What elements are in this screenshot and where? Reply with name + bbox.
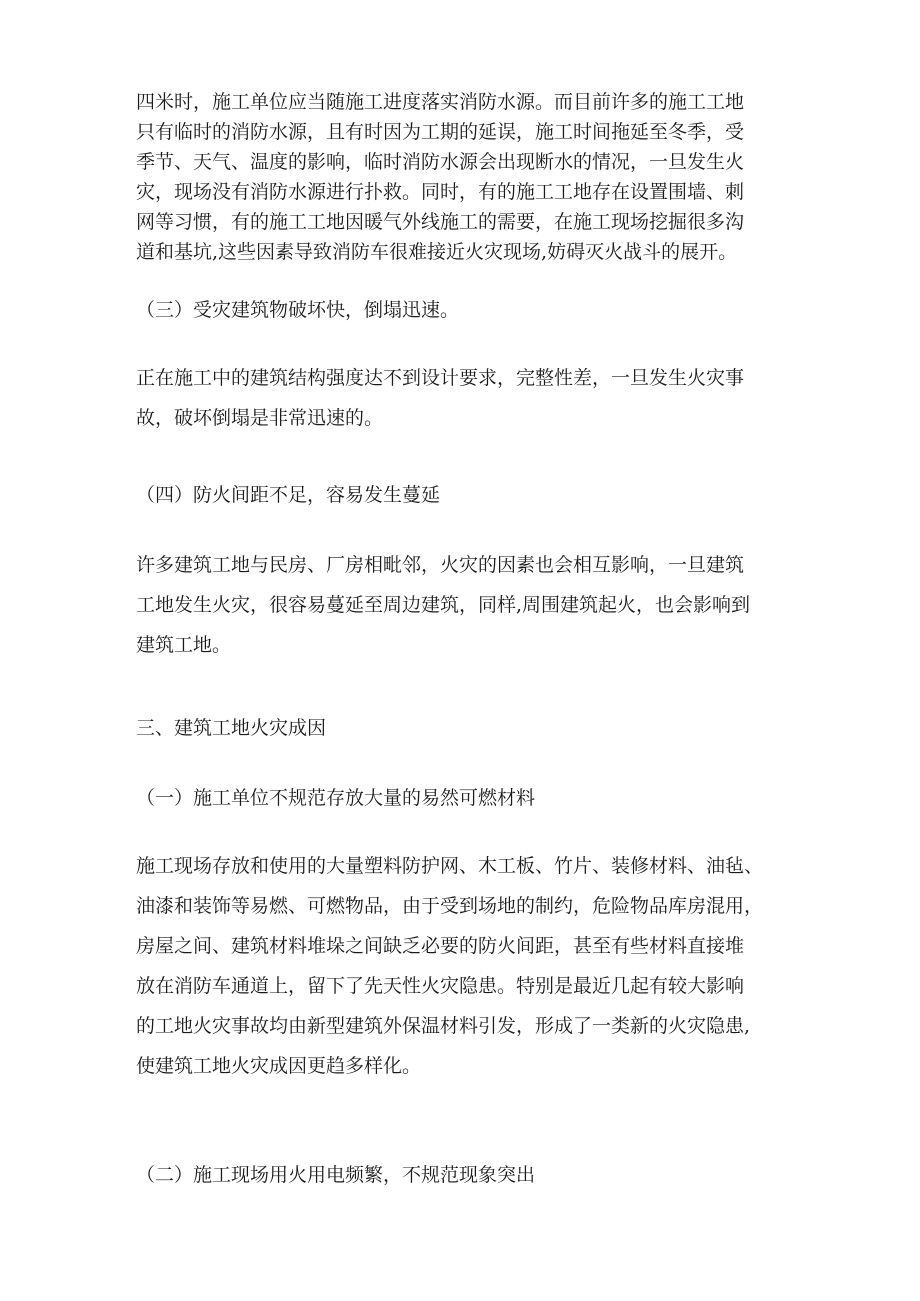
- heading-three: [136, 295, 796, 325]
- section-heading: 三、建筑工地火灾成因: [136, 717, 327, 739]
- paragraph-collapse: [136, 358, 796, 438]
- text-line: 建筑工地。: [136, 634, 232, 656]
- subheading-two: [136, 1160, 796, 1190]
- text-line: 只有临时的消防水源，且有时因为工期的延误，施工时间拖延至冬季，受: [136, 121, 745, 143]
- text-line: 的工地火灾事故均由新型建筑外保温材料引发，形成了一类新的火灾隐患,: [136, 1015, 751, 1037]
- section-heading: （一）施工单位不规范存放大量的易然可燃材料: [136, 787, 536, 809]
- text-line: 工地发生火灾，很容易蔓延至周边建筑，同样,周围建筑起火，也会影响到: [136, 594, 751, 616]
- heading-four: [136, 480, 796, 510]
- text-line: 季节、天气、温度的影响，临时消防水源会出现断水的情况，一旦发生火: [136, 151, 745, 173]
- section-heading: （三）受灾建筑物破坏快，倒塌迅速。: [136, 299, 460, 321]
- paragraph-materials: [136, 846, 796, 1086]
- text-line: 房屋之间、建筑材料堆垛之间缺乏必要的防火间距，甚至有些材料直接堆: [136, 935, 745, 957]
- paragraph-water-source: [136, 87, 796, 267]
- section-heading: （四）防火间距不足，容易发生蔓延: [136, 484, 441, 506]
- subheading-one: [136, 783, 796, 813]
- paragraph-spacing: [136, 545, 796, 665]
- text-line: 故，破坏倒塌是非常迅速的。: [136, 407, 384, 429]
- text-line: 四米时，施工单位应当随施工进度落实消防水源。而目前许多的施工工地: [136, 91, 745, 113]
- text-line: 正在施工中的建筑结构强度达不到设计要求，完整性差，一旦发生火灾事: [136, 367, 745, 389]
- text-line: 许多建筑工地与民房、厂房相毗邻，火灾的因素也会相互影响，一旦建筑: [136, 554, 745, 576]
- section-heading-causes: [136, 713, 796, 743]
- text-line: 施工现场存放和使用的大量塑料防护网、木工板、竹片、装修材料、油毡、: [136, 855, 764, 877]
- text-line: 灾，现场没有消防水源进行扑救。同时，有的施工工地存在设置围墙、刺: [136, 181, 745, 203]
- text-line: 油漆和装饰等易燃、可燃物品，由于受到场地的制约，危险物品库房混用，: [136, 895, 764, 917]
- text-line: 放在消防车通道上，留下了先天性火灾隐患。特别是最近几起有较大影响: [136, 975, 745, 997]
- text-line: 使建筑工地火灾成因更趋多样化。: [136, 1055, 422, 1077]
- text-line: 道和基坑,这些因素导致消防车很难接近火灾现场,妨碍灭火战斗的展开。: [136, 241, 738, 263]
- section-heading: （二）施工现场用火用电频繁，不规范现象突出: [136, 1164, 536, 1186]
- text-line: 网等习惯，有的施工工地因暖气外线施工的需要，在施工现场挖掘很多沟: [136, 211, 745, 233]
